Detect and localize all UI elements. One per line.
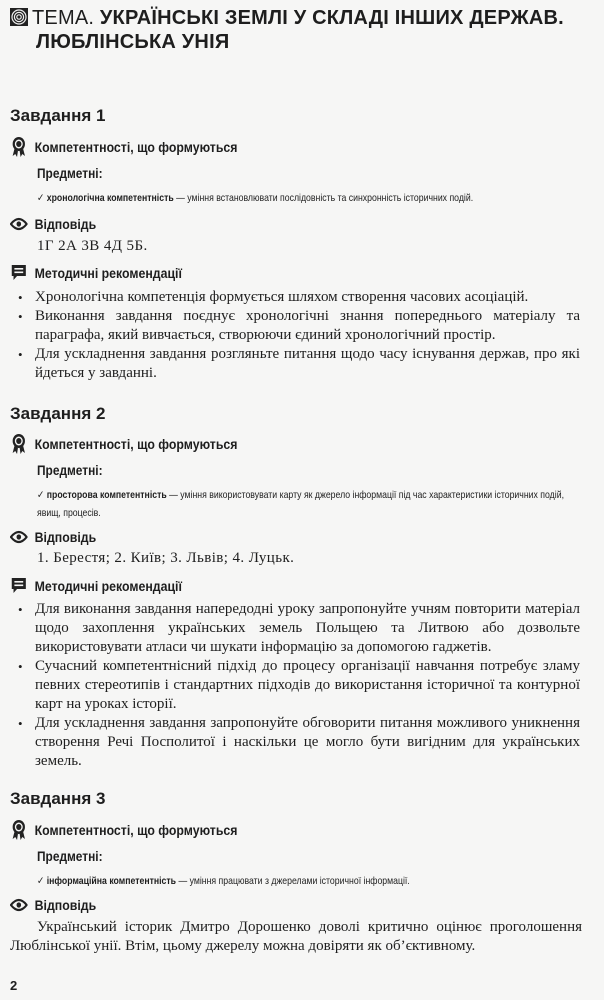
competencies-label: Компетентності, що формуються [34,139,238,155]
task-2-recommendations [18,600,580,771]
methodical-label: Методичні рекомендації [34,265,182,281]
task-2-competency [37,486,585,522]
task-1-competencies-heading [10,137,237,157]
list-item: • Хронологічна компетенція формується шляхом створення часових асоціацій. [18,288,580,307]
task-1-competency [37,189,568,207]
competency-name: просторова компетентність [46,489,167,501]
spiral-target-icon [10,8,28,26]
page-title [10,6,600,54]
task-3-answer-heading [10,895,96,915]
competency-name: хронологічна компетентність [46,192,174,204]
list-item: • Для виконання завдання напередодні уроку запропонуйте учням повторити матеріал щодо захоплення українських земель Польщею та Литвою або дозвольте використовувати атласи чи шукати інформацію за допомогою гаджетів. [18,600,580,657]
task-1-recommendations [18,288,580,383]
task-1-title: Завдання 1 [10,106,106,125]
subject-label: Предметні: [37,462,103,478]
answer-label: Відповідь [34,216,97,232]
competencies-label: Компетентності, що формуються [34,822,238,838]
eye-icon [10,895,28,915]
eye-icon [10,214,28,234]
award-icon [10,820,28,840]
competency-desc: — уміння встановлювати послідовність та синхронність історичних подій. [173,192,474,204]
methodical-label: Методичні рекомендації [34,578,182,594]
answer-label: Відповідь [34,897,97,913]
check-icon: ✓ [37,875,45,887]
task-3-answer: Український історик Дмитро Дорошенко доволі критично оцінює проголошення Люблінської унії. Втім, цьому джерелу можна довіряти як об’єктивному. [10,919,582,954]
title-lead: ТЕМА. [32,7,95,29]
task-1-answer: 1Г 2А 3В 4Д 5Б. [37,238,148,254]
answer-label: Відповідь [34,529,97,545]
speech-bubble-icon [10,263,28,283]
competency-name: інформаційна компетентність [46,875,177,887]
list-item: • Для ускладнення завдання розгляньте питання щодо часу існування держав, про які йдеться у завданні. [18,345,580,383]
task-2-answer-heading [10,527,96,547]
award-icon [10,137,28,157]
list-item: • Виконання завдання поєднує хронологічні знання попереднього матеріалу та параграфа, який вивчається, створюючи єдиний хронологічний простір. [18,307,580,345]
task-1-methodical-heading [10,263,182,283]
award-icon [10,434,28,454]
subject-label: Предметні: [37,165,103,181]
list-item: • Сучасний компетентнісний підхід до процесу організації навчання потребує зламу певних стереотипів і стандартних підходів до використання історичної та контурної карт на уроках історії. [18,657,580,714]
task-1-answer-heading [10,214,96,234]
task-2-title: Завдання 2 [10,404,106,423]
task-3-competencies-heading [10,820,237,840]
title-line1: УКРАЇНСЬКІ ЗЕМЛІ У СКЛАДІ ІНШИХ ДЕРЖАВ. [99,7,564,29]
task-3-title: Завдання 3 [10,789,106,808]
check-icon: ✓ [37,192,45,204]
competency-desc: — уміння працювати з джерелами історичної інформації. [176,875,410,887]
eye-icon [10,527,28,547]
check-icon: ✓ [37,489,45,501]
task-2-methodical-heading [10,576,182,596]
competency-desc: — уміння використовувати карту як джерело інформації під час характеристики історичних подій, явищ, процесів. [37,489,564,519]
subject-label: Предметні: [37,848,103,864]
task-2-competencies-heading [10,434,237,454]
title-line2: ЛЮБЛІНСЬКА УНІЯ [36,31,230,53]
task-3-competency [37,872,568,890]
page-number: 2 [10,978,18,993]
task-2-answer: 1. Берестя; 2. Київ; 3. Львів; 4. Луцьк. [37,550,295,566]
speech-bubble-icon [10,576,28,596]
competencies-label: Компетентності, що формуються [34,436,238,452]
list-item: • Для ускладнення завдання запропонуйте обговорити питання можливого уникнення створення Речі Посполитої і наскільки це могло бути вигідним для українських земель. [18,714,580,771]
